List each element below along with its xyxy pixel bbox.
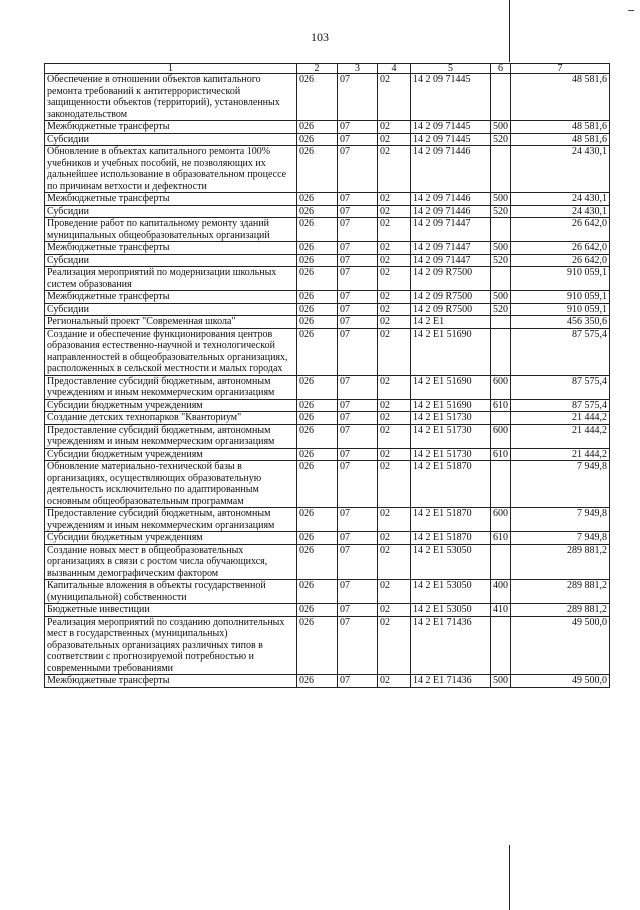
row-section: 07: [338, 121, 378, 134]
table-row: [45, 218, 610, 242]
row-subsection: 02: [378, 675, 411, 688]
row-section: 07: [338, 544, 378, 580]
row-section: 07: [338, 448, 378, 461]
row-section: 07: [338, 675, 378, 688]
row-name: Предоставление субсидий бюджетным, автономным учреждениям и иным некоммерческим организациям: [45, 375, 297, 399]
row-subsection: 02: [378, 303, 411, 316]
row-ved: 026: [297, 604, 338, 617]
row-name: Обновление в объектах капитального ремонта 100% учебников и учебных пособий, не позволяющих их дальнейшее использование в образовательном процессе по причинам ветхости и дефектности: [45, 146, 297, 193]
row-expense-type: [491, 544, 511, 580]
row-section: 07: [338, 580, 378, 604]
row-section: 07: [338, 399, 378, 412]
table-row: [45, 242, 610, 255]
row-ved: 026: [297, 544, 338, 580]
row-target-code: 14 2 E1 51870: [411, 461, 491, 508]
row-subsection: 02: [378, 399, 411, 412]
margin-rule-bottom: [509, 845, 510, 910]
row-amount: 456 350,6: [511, 316, 610, 329]
row-section: 07: [338, 303, 378, 316]
row-amount: 48 581,6: [511, 133, 610, 146]
row-expense-type: 500: [491, 291, 511, 304]
row-amount: 48 581,6: [511, 121, 610, 134]
row-ved: 026: [297, 193, 338, 206]
table-row: [45, 532, 610, 545]
row-expense-type: 410: [491, 604, 511, 617]
row-name: Субсидии бюджетным учреждениям: [45, 399, 297, 412]
row-name: Бюджетные инвестиции: [45, 604, 297, 617]
row-target-code: 14 2 09 R7500: [411, 291, 491, 304]
header-cell: 1: [45, 64, 297, 74]
row-target-code: 14 2 E1 71436: [411, 675, 491, 688]
row-section: 07: [338, 508, 378, 532]
row-amount: 289 881,2: [511, 580, 610, 604]
row-section: 07: [338, 316, 378, 329]
table-row: [45, 616, 610, 675]
row-ved: 026: [297, 291, 338, 304]
row-ved: 026: [297, 242, 338, 255]
row-expense-type: 610: [491, 532, 511, 545]
row-expense-type: 600: [491, 375, 511, 399]
header-cell: 5: [411, 64, 491, 74]
row-name: Обновление материально-технической базы в организациях, осуществляющих образовательную деятельность исключительно по адаптированным основным общеобразовательным программам: [45, 461, 297, 508]
row-amount: 910 059,1: [511, 267, 610, 291]
row-section: 07: [338, 205, 378, 218]
row-expense-type: [491, 146, 511, 193]
header-cell: 6: [491, 64, 511, 74]
row-expense-type: 500: [491, 193, 511, 206]
table-row: [45, 316, 610, 329]
row-expense-type: 500: [491, 675, 511, 688]
row-subsection: 02: [378, 461, 411, 508]
row-target-code: 14 2 E1 51870: [411, 532, 491, 545]
row-ved: 026: [297, 328, 338, 375]
row-amount: 289 881,2: [511, 544, 610, 580]
row-ved: 026: [297, 146, 338, 193]
row-amount: 26 642,0: [511, 218, 610, 242]
row-ved: 026: [297, 375, 338, 399]
row-expense-type: 610: [491, 399, 511, 412]
row-name: Реализация мероприятий по модернизации школьных систем образования: [45, 267, 297, 291]
row-section: 07: [338, 461, 378, 508]
row-amount: 49 500,0: [511, 616, 610, 675]
row-subsection: 02: [378, 616, 411, 675]
row-amount: 87 575,4: [511, 328, 610, 375]
row-target-code: 14 2 09 71445: [411, 121, 491, 134]
row-target-code: 14 2 09 71446: [411, 193, 491, 206]
row-subsection: 02: [378, 375, 411, 399]
row-subsection: 02: [378, 532, 411, 545]
table-row: [45, 375, 610, 399]
row-section: 07: [338, 328, 378, 375]
row-ved: 026: [297, 74, 338, 121]
row-expense-type: 500: [491, 242, 511, 255]
row-subsection: 02: [378, 291, 411, 304]
row-name: Субсидии: [45, 205, 297, 218]
row-subsection: 02: [378, 604, 411, 617]
row-name: Межбюджетные трансферты: [45, 242, 297, 255]
header-row: [45, 64, 610, 74]
row-subsection: 02: [378, 193, 411, 206]
row-section: 07: [338, 412, 378, 425]
row-amount: 87 575,4: [511, 399, 610, 412]
row-amount: 26 642,0: [511, 242, 610, 255]
row-target-code: 14 2 09 R7500: [411, 303, 491, 316]
table-row: [45, 146, 610, 193]
table-row: [45, 254, 610, 267]
table-row: [45, 121, 610, 134]
header-cell: 4: [378, 64, 411, 74]
row-section: 07: [338, 616, 378, 675]
row-subsection: 02: [378, 316, 411, 329]
row-name: Создание новых мест в общеобразовательных организациях в связи с ростом числа обучающихся, вызванным демографическим фактором: [45, 544, 297, 580]
table-row: [45, 675, 610, 688]
table-row: [45, 193, 610, 206]
table-row: [45, 74, 610, 121]
margin-rule-top: [509, 0, 510, 62]
row-amount: 26 642,0: [511, 254, 610, 267]
table-row: [45, 205, 610, 218]
row-expense-type: 610: [491, 448, 511, 461]
row-ved: 026: [297, 205, 338, 218]
row-amount: 24 430,1: [511, 146, 610, 193]
row-name: Капитальные вложения в объекты государственной (муниципальной) собственности: [45, 580, 297, 604]
row-subsection: 02: [378, 242, 411, 255]
row-subsection: 02: [378, 146, 411, 193]
row-expense-type: [491, 316, 511, 329]
row-name: Межбюджетные трансферты: [45, 291, 297, 304]
row-target-code: 14 2 E1 51690: [411, 328, 491, 375]
row-ved: 026: [297, 675, 338, 688]
row-expense-type: [491, 412, 511, 425]
row-target-code: 14 2 09 71446: [411, 146, 491, 193]
row-subsection: 02: [378, 74, 411, 121]
header-cell: 3: [338, 64, 378, 74]
row-section: 07: [338, 291, 378, 304]
row-ved: 026: [297, 218, 338, 242]
row-subsection: 02: [378, 267, 411, 291]
row-name: Межбюджетные трансферты: [45, 675, 297, 688]
row-target-code: 14 2 E1 53050: [411, 604, 491, 617]
row-expense-type: 600: [491, 424, 511, 448]
row-target-code: 14 2 E1: [411, 316, 491, 329]
row-name: Субсидии: [45, 133, 297, 146]
row-ved: 026: [297, 580, 338, 604]
row-expense-type: 500: [491, 121, 511, 134]
row-subsection: 02: [378, 424, 411, 448]
row-ved: 026: [297, 532, 338, 545]
row-amount: 24 430,1: [511, 193, 610, 206]
row-target-code: 14 2 E1 51730: [411, 412, 491, 425]
row-section: 07: [338, 218, 378, 242]
row-amount: 87 575,4: [511, 375, 610, 399]
row-section: 07: [338, 242, 378, 255]
row-ved: 026: [297, 267, 338, 291]
row-ved: 026: [297, 303, 338, 316]
row-name: Создание и обеспечение функционирования центров образования естественно-научной и технологической направленностей в общеобразовательных организациях, расположенных в сельской местности и малых городах: [45, 328, 297, 375]
row-ved: 026: [297, 399, 338, 412]
row-name: Субсидии: [45, 254, 297, 267]
row-target-code: 14 2 E1 51870: [411, 508, 491, 532]
row-name: Межбюджетные трансферты: [45, 193, 297, 206]
row-target-code: 14 2 09 71445: [411, 133, 491, 146]
header-cell: 2: [297, 64, 338, 74]
row-expense-type: [491, 616, 511, 675]
row-name: Создание детских технопарков "Кванториум": [45, 412, 297, 425]
table-row: [45, 580, 610, 604]
row-subsection: 02: [378, 448, 411, 461]
row-amount: 21 444,2: [511, 412, 610, 425]
row-amount: 21 444,2: [511, 424, 610, 448]
table-row: [45, 399, 610, 412]
row-target-code: 14 2 09 71446: [411, 205, 491, 218]
row-amount: 7 949,8: [511, 461, 610, 508]
row-amount: 7 949,8: [511, 532, 610, 545]
row-target-code: 14 2 09 71447: [411, 218, 491, 242]
row-ved: 026: [297, 412, 338, 425]
row-expense-type: [491, 218, 511, 242]
row-expense-type: 520: [491, 303, 511, 316]
margin-dash: [628, 10, 634, 11]
row-name: Субсидии: [45, 303, 297, 316]
row-section: 07: [338, 375, 378, 399]
table-row: [45, 508, 610, 532]
row-target-code: 14 2 09 R7500: [411, 267, 491, 291]
row-name: Межбюджетные трансферты: [45, 121, 297, 134]
table-row: [45, 133, 610, 146]
table-row: [45, 303, 610, 316]
row-target-code: 14 2 E1 53050: [411, 580, 491, 604]
row-ved: 026: [297, 448, 338, 461]
row-name: Предоставление субсидий бюджетным, автономным учреждениям и иным некоммерческим организациям: [45, 424, 297, 448]
row-subsection: 02: [378, 218, 411, 242]
row-target-code: 14 2 E1 51690: [411, 399, 491, 412]
row-target-code: 14 2 E1 53050: [411, 544, 491, 580]
row-section: 07: [338, 267, 378, 291]
table-row: [45, 328, 610, 375]
table-row: [45, 424, 610, 448]
row-target-code: 14 2 E1 51730: [411, 424, 491, 448]
table-row: [45, 604, 610, 617]
row-expense-type: 520: [491, 133, 511, 146]
row-expense-type: [491, 267, 511, 291]
row-ved: 026: [297, 121, 338, 134]
row-section: 07: [338, 532, 378, 545]
row-target-code: 14 2 E1 51690: [411, 375, 491, 399]
row-subsection: 02: [378, 412, 411, 425]
table-row: [45, 412, 610, 425]
row-expense-type: 600: [491, 508, 511, 532]
row-target-code: 14 2 E1 51730: [411, 448, 491, 461]
row-section: 07: [338, 146, 378, 193]
row-amount: 48 581,6: [511, 74, 610, 121]
row-section: 07: [338, 604, 378, 617]
row-ved: 026: [297, 616, 338, 675]
row-amount: 910 059,1: [511, 303, 610, 316]
row-name: Субсидии бюджетным учреждениям: [45, 448, 297, 461]
row-amount: 21 444,2: [511, 448, 610, 461]
table-row: [45, 448, 610, 461]
row-subsection: 02: [378, 544, 411, 580]
row-amount: 49 500,0: [511, 675, 610, 688]
row-target-code: 14 2 E1 71436: [411, 616, 491, 675]
row-name: Проведение работ по капитальному ремонту зданий муниципальных общеобразовательных организаций: [45, 218, 297, 242]
budget-table: [44, 63, 610, 688]
row-subsection: 02: [378, 328, 411, 375]
row-target-code: 14 2 09 71445: [411, 74, 491, 121]
row-target-code: 14 2 09 71447: [411, 254, 491, 267]
row-name: Предоставление субсидий бюджетным, автономным учреждениям и иным некоммерческим организациям: [45, 508, 297, 532]
row-ved: 026: [297, 424, 338, 448]
row-subsection: 02: [378, 205, 411, 218]
header-cell: 7: [511, 64, 610, 74]
row-section: 07: [338, 424, 378, 448]
row-subsection: 02: [378, 133, 411, 146]
table-row: [45, 461, 610, 508]
row-ved: 026: [297, 133, 338, 146]
row-amount: 289 881,2: [511, 604, 610, 617]
row-expense-type: 400: [491, 580, 511, 604]
row-ved: 026: [297, 508, 338, 532]
table-row: [45, 267, 610, 291]
row-section: 07: [338, 254, 378, 267]
row-name: Региональный проект "Современная школа": [45, 316, 297, 329]
row-ved: 026: [297, 316, 338, 329]
row-expense-type: [491, 328, 511, 375]
row-name: Субсидии бюджетным учреждениям: [45, 532, 297, 545]
row-section: 07: [338, 133, 378, 146]
row-amount: 24 430,1: [511, 205, 610, 218]
row-name: Реализация мероприятий по созданию дополнительных мест в государственных (муниципальных) образовательных организациях различных типов в соответствии с прогнозируемой потребностью и современными требованиями: [45, 616, 297, 675]
row-expense-type: 520: [491, 205, 511, 218]
table-row: [45, 544, 610, 580]
row-subsection: 02: [378, 254, 411, 267]
row-section: 07: [338, 74, 378, 121]
row-subsection: 02: [378, 121, 411, 134]
row-amount: 7 949,8: [511, 508, 610, 532]
row-expense-type: [491, 74, 511, 121]
row-ved: 026: [297, 461, 338, 508]
row-amount: 910 059,1: [511, 291, 610, 304]
page-number: 103: [311, 30, 329, 44]
row-target-code: 14 2 09 71447: [411, 242, 491, 255]
row-subsection: 02: [378, 508, 411, 532]
row-ved: 026: [297, 254, 338, 267]
row-section: 07: [338, 193, 378, 206]
row-expense-type: [491, 461, 511, 508]
table-row: [45, 291, 610, 304]
row-subsection: 02: [378, 580, 411, 604]
row-expense-type: 520: [491, 254, 511, 267]
row-name: Обеспечение в отношении объектов капитального ремонта требований к антитеррористической защищенности объектов (территорий), установленных законодательством: [45, 74, 297, 121]
